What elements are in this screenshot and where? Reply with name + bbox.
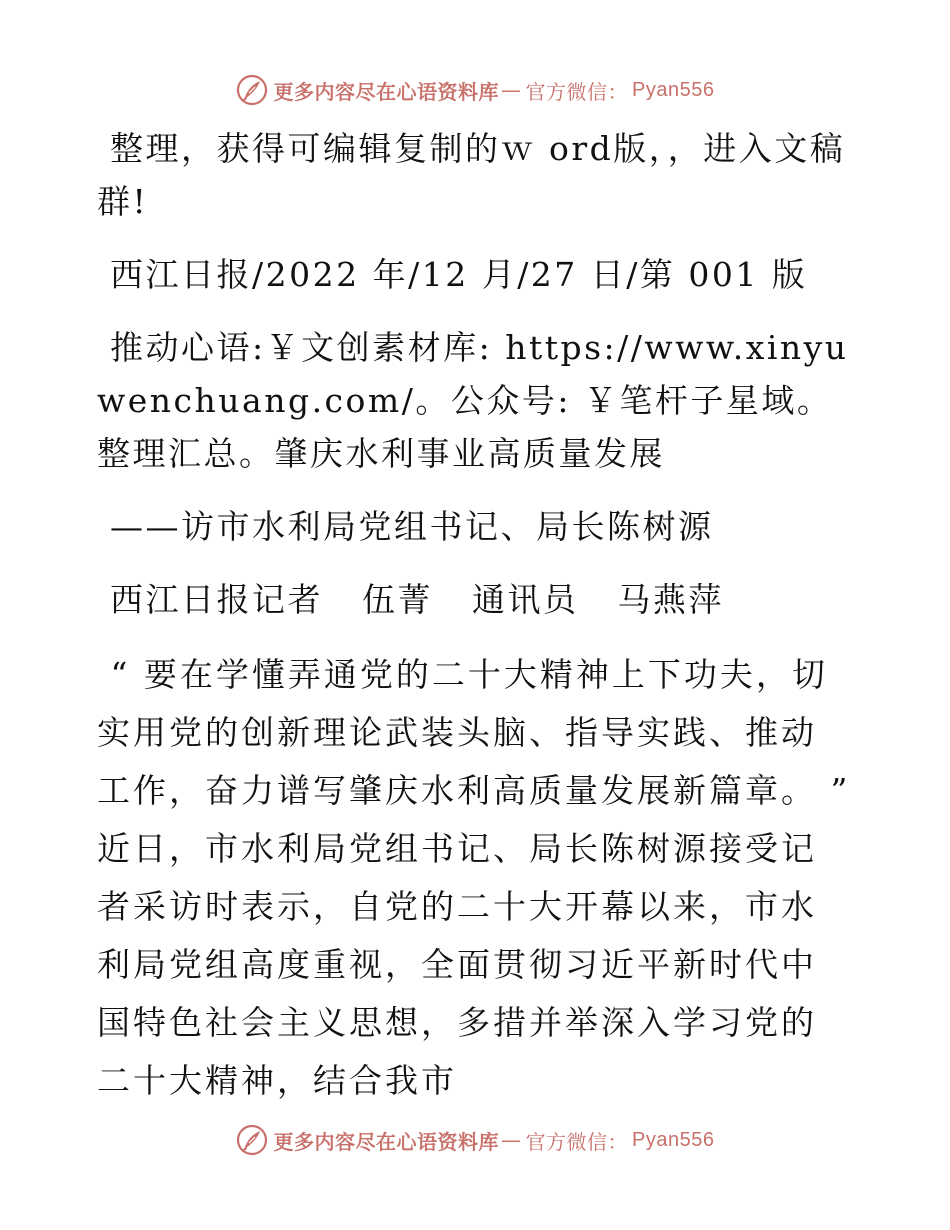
watermark-title: 更多内容尽在心语资料库 [273,79,500,104]
promo-paragraph: 推动心语:￥文创素材库: https://www.xinyuwenchuang.com/。公众号: ￥笔杆子星域。整理汇总。肇庆水利事业高质量发展 [97,328,849,473]
watermark-separator: — [501,78,522,102]
article-body-paragraph: “ 要在学懂弄通党的二十大精神上下功夫，切实用党的创新理论武装头脑、指导实践、推动工作，奋力谱写肇庆水利高质量发展新篇章。 ” 近日，市水利局党组书记、局长陈树源接受记者采访时表示，自党的二十大开幕以来，市水利局党组高度重视，全面贯彻习近平新时代中国特色社会主义思想，多措并举深入学习党的二十大精神，结合我市 [97,655,864,1100]
watermark-wechat-label: 官方微信： [525,1129,629,1154]
article-byline: 西江日报记者 伍菁 通讯员 马燕萍 [97,580,724,619]
watermark-wechat-label: 官方微信： [525,79,629,104]
intro-paragraph: 整理，获得可编辑复制的ｗ ord版，，进入文稿群! [97,129,846,221]
watermark-title: 更多内容尽在心语资料库 [273,1129,500,1154]
watermark-separator: — [501,1128,522,1152]
header-watermark [0,68,950,112]
watermark-wechat-id: Pyan556 [632,1128,715,1151]
source-line: 西江日报/2022 年/12 月/27 日/第 001 版 [97,255,808,294]
footer-watermark [0,1118,950,1162]
document-body [97,122,864,1110]
article-subtitle: ——访市水利局党组书记、局长陈树源 [97,507,714,546]
watermark-wechat-id: Pyan556 [632,78,715,101]
quill-logo-icon [236,74,268,106]
quill-logo-icon [236,1124,268,1156]
